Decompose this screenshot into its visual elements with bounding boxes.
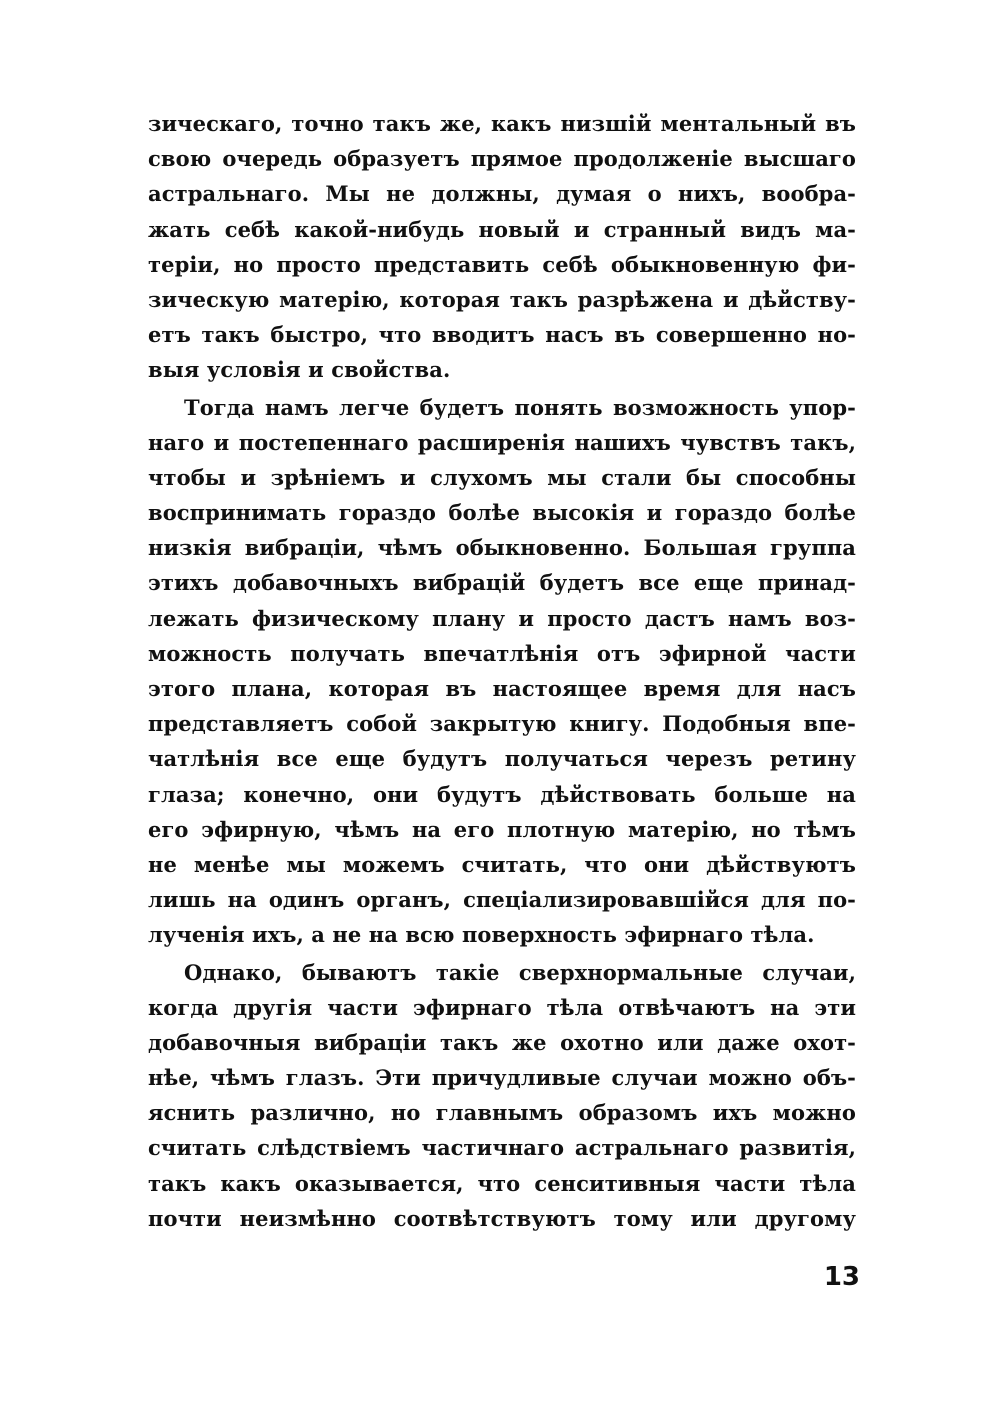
paragraph-3 bbox=[148, 955, 856, 1237]
text-line: его эфирную, чѣмъ на его плотную матерію, но тѣмъ bbox=[148, 816, 856, 842]
text-line: лежать физическому плану и просто дастъ намъ воз- bbox=[148, 605, 856, 631]
text-line: лишь на одинъ органъ, спеціализировавшійся для по- bbox=[148, 887, 856, 913]
text-line: этого плана, которая въ настоящее время для насъ bbox=[148, 676, 856, 701]
text-line: низкія вибраціи, чѣмъ обыкновенно. Большая группа bbox=[148, 535, 856, 561]
text-line: добавочныя вибраціи такъ же охотно или даже охот- bbox=[148, 1029, 856, 1055]
text-line: можность получать впечатлѣнія отъ эфирной части bbox=[148, 640, 856, 666]
text-line: чатлѣнія все еще будутъ получаться черезъ ретину bbox=[148, 746, 856, 772]
text-line: глаза; конечно, они будутъ дѣйствовать больше на bbox=[148, 781, 856, 807]
text-line: зическую матерію, которая такъ разрѣжена и дѣйству- bbox=[148, 286, 856, 312]
text-line: Тогда намъ легче будетъ понять возможность упор- bbox=[184, 394, 856, 420]
paragraph-2 bbox=[148, 390, 856, 953]
text-line: воспринимать гораздо болѣе высокія и гораздо болѣе bbox=[148, 500, 856, 526]
text-line: яснить различно, но главнымъ образомъ ихъ можно bbox=[148, 1100, 856, 1126]
text-line: нѣе, чѣмъ глазъ. Эти причудливые случаи можно объ- bbox=[148, 1065, 856, 1091]
text-line: зическаго, точно такъ же, какъ низшій ментальный въ bbox=[148, 111, 856, 136]
text-line: когда другія части эфирнаго тѣла отвѣчаютъ на эти bbox=[148, 994, 856, 1020]
text-line: жать себѣ какой-нибудь новый и странный видъ ма- bbox=[148, 216, 856, 242]
text-line: етъ такъ быстро, что вводитъ насъ въ совершенно но- bbox=[148, 322, 856, 348]
page-number: 13 bbox=[823, 1262, 860, 1292]
body-text bbox=[148, 106, 856, 1236]
text-line: представляетъ собой закрытую книгу. Подобныя впе- bbox=[148, 711, 856, 737]
text-line: теріи, но просто представить себѣ обыкновенную фи- bbox=[148, 251, 856, 277]
text-line: этихъ добавочныхъ вибрацій будетъ все еще принад- bbox=[148, 570, 856, 596]
text-line: такъ какъ оказывается, что сенситивныя части тѣла bbox=[148, 1170, 856, 1196]
text-line: свою очередь образуетъ прямое продолженіе высшаго bbox=[148, 146, 856, 172]
text-line: астральнаго. Мы не должны, думая о нихъ, вообра- bbox=[148, 181, 856, 207]
text-line: Однако, бываютъ такіе сверхнормальные случаи, bbox=[184, 959, 856, 985]
text-line: не менѣе мы можемъ считать, что они дѣйствуютъ bbox=[148, 851, 856, 877]
text-line: выя условія и свойства. bbox=[148, 357, 451, 383]
text-line: лученія ихъ, а не на всю поверхность эфирнаго тѣла. bbox=[148, 922, 815, 948]
text-line: наго и постепеннаго расширенія нашихъ чувствъ такъ, bbox=[148, 429, 856, 455]
paragraph-1 bbox=[148, 106, 856, 388]
text-line: чтобы и зрѣніемъ и слухомъ мы стали бы способны bbox=[148, 464, 856, 490]
text-line: считать слѣдствіемъ частичнаго астральнаго развитія, bbox=[148, 1135, 856, 1161]
text-line: почти неизмѣнно соотвѣтствуютъ тому или другому bbox=[148, 1205, 856, 1231]
